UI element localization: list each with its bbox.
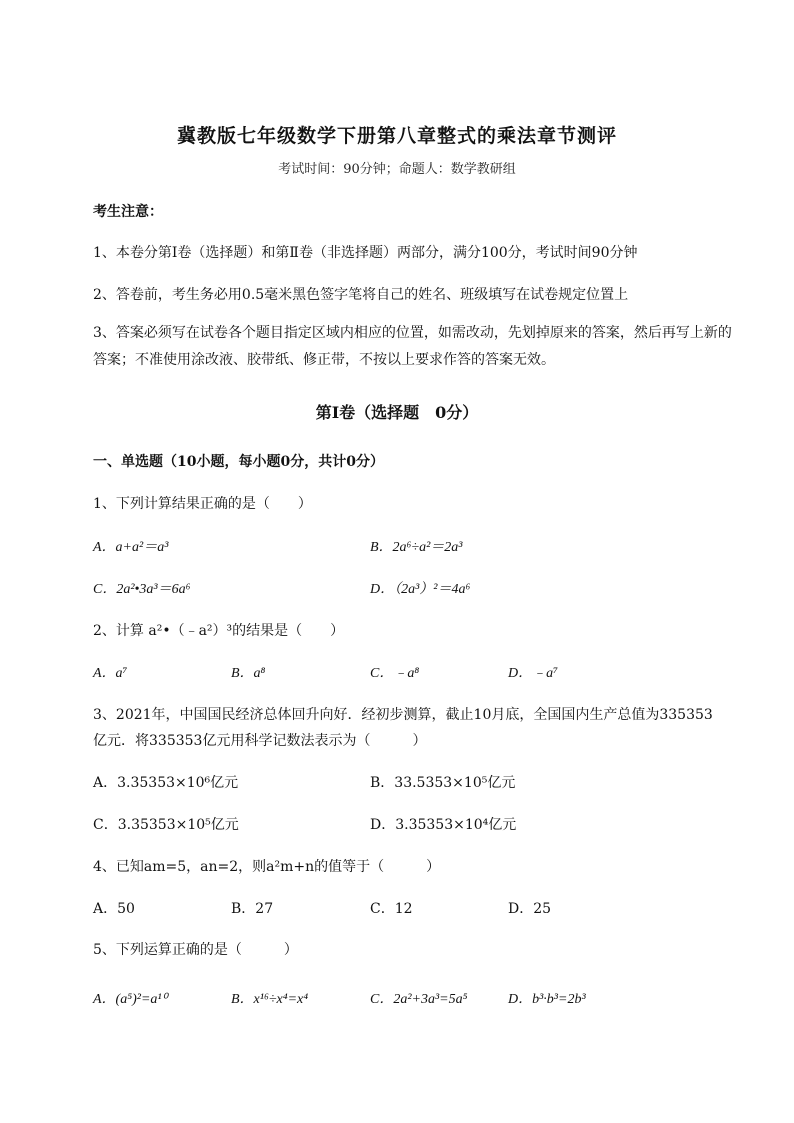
notice-item-2: 2、答卷前，考生务必用0.5毫米黑色签字笔将自己的姓名、班级填写在试卷规定位置上 (93, 287, 629, 303)
question-4-stem: 4、已知am=5，an=2，则a²m+n的值等于（ ） (93, 859, 441, 875)
q3-option-c: C．3.35353×10⁵亿元 (93, 817, 239, 833)
q1-option-a: A．a+a²＝a³ (93, 540, 169, 555)
q4-option-d: D．25 (508, 901, 552, 917)
q3-option-a: A．3.35353×10⁶亿元 (93, 775, 239, 791)
q1-option-c: C．2a²•3a³＝6a⁶ (93, 582, 191, 597)
question-5-stem: 5、下列运算正确的是（ ） (93, 942, 298, 958)
q3-option-d: D．3.35353×10⁴亿元 (370, 817, 517, 833)
page-title: 冀教版七年级数学下册第八章整式的乘法章节测评 (176, 125, 617, 147)
q5-option-c: C．2a²+3a³=5a⁵ (370, 992, 468, 1007)
section-title: 第I卷（选择题 0分） (315, 403, 479, 422)
q4-option-c: C．12 (370, 901, 413, 917)
q4-option-a: A．50 (93, 901, 135, 917)
q3-option-b: B．33.5353×10⁵亿元 (370, 775, 516, 791)
part-heading: 一、单选题（10小题，每小题0分，共计0分） (93, 454, 384, 470)
notice-heading: 考生注意： (93, 204, 163, 220)
q4-option-b: B．27 (231, 901, 274, 917)
q2-option-b: B．a⁸ (231, 666, 266, 681)
notice-item-3: 3、答案必须写在试卷各个题目指定区域内相应的位置，如需改动，先划掉原来的答案，然后再写上新的答案；不准使用涂改液、胶带纸、修正带，不按以上要求作答的答案无效。 (93, 325, 732, 368)
notice-item-1: 1、本卷分第I卷（选择题）和第Ⅱ卷（非选择题）两部分，满分100分，考试时间90分钟 (93, 245, 638, 261)
q2-option-a: A．a⁷ (93, 666, 128, 681)
q1-option-d: D．（2a³）²＝4a⁶ (370, 582, 471, 597)
question-1-stem: 1、下列计算结果正确的是（ ） (93, 496, 312, 512)
q2-option-d: D．﹣a⁷ (508, 666, 558, 681)
exam-info: 考试时间：90分钟；命题人：数学教研组 (278, 162, 516, 177)
q5-option-d: D．b³·b³=2b³ (508, 992, 586, 1007)
q5-option-b: B．x¹⁶÷x⁴=x⁴ (231, 992, 309, 1007)
question-2-stem: 2、计算 a²•（﹣a²）³的结果是（ ） (93, 623, 345, 639)
q2-option-c: C．﹣a⁸ (370, 666, 420, 681)
question-3-stem-line-2: 亿元．将335353亿元用科学记数法表示为（ ） (93, 733, 427, 749)
question-3-stem-line-1: 3、2021年，中国国民经济总体回升向好．经初步测算，截止10月底，全国国内生产总值为335353 (93, 707, 713, 723)
q5-option-a: A．(a⁵)²=a¹⁰ (93, 992, 168, 1007)
q1-option-b: B．2a⁶÷a²＝2a³ (370, 540, 463, 555)
